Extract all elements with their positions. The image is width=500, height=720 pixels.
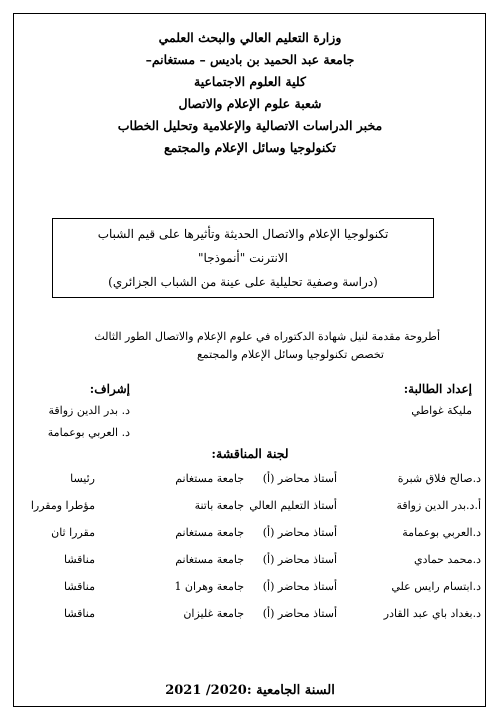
institution-header xyxy=(0,27,500,159)
committee-row xyxy=(0,526,500,554)
member-role: مناقشا xyxy=(64,553,95,566)
laboratory-line: مخبر الدراسات الاتصالية والإعلامية وتحليل الخطاب xyxy=(117,118,383,133)
ministry-line: وزارة التعليم العالي والبحث العلمي xyxy=(158,30,342,45)
submission-statement xyxy=(60,328,440,364)
committee-row xyxy=(0,472,500,500)
member-institution: جامعة مستغانم xyxy=(175,526,244,539)
member-rank: أستاذ التعليم العالي xyxy=(249,499,337,512)
prepared-by-label: إعداد الطالبة: xyxy=(403,382,472,396)
committee-row xyxy=(0,499,500,527)
supervision-label: إشراف: xyxy=(89,382,130,396)
member-institution: جامعة باتنة xyxy=(194,499,244,512)
member-role: مؤطرا ومقررا xyxy=(30,499,95,512)
faculty-line: كلية العلوم الاجتماعية xyxy=(194,74,306,89)
member-institution: جامعة وهران 1 xyxy=(174,580,244,593)
department-line: شعبة علوم الإعلام والاتصال xyxy=(178,96,322,111)
member-name: د.العربي بوعمامة xyxy=(402,526,481,539)
member-name: د.بغداد باي عبد القادر xyxy=(383,607,481,620)
committee-title: لجنة المناقشة: xyxy=(211,446,289,461)
university-line: جامعة عبد الحميد بن باديس – مستغانم– xyxy=(145,52,355,67)
committee-row xyxy=(0,607,500,635)
member-rank: أستاذ محاضر (أ) xyxy=(262,607,337,620)
member-role: مناقشا xyxy=(64,580,95,593)
submission-line-2: تخصص تكنولوجيا وسائل الإعلام والمجتمع xyxy=(196,348,384,361)
supervision-block xyxy=(30,378,130,444)
member-rank: أستاذ محاضر (أ) xyxy=(262,472,337,485)
thesis-title-line-3: (دراسة وصفية تحليلية على عينة من الشباب الجزائري) xyxy=(108,275,378,289)
thesis-title-line-2: الانترنت "أنموذجا" xyxy=(198,251,288,265)
member-role: رئيسا xyxy=(70,472,95,485)
committee-row xyxy=(0,580,500,608)
member-institution: جامعة مستغانم xyxy=(175,553,244,566)
member-role: مناقشا xyxy=(64,607,95,620)
submission-line-1: أطروحة مقدمة لنيل شهادة الدكتوراه في علوم الإعلام والاتصال الطور الثالث xyxy=(94,330,440,343)
member-institution: جامعة غليزان xyxy=(183,607,244,620)
member-name: د.صالح فلاق شبرة xyxy=(397,472,481,485)
member-role: مقررا ثان xyxy=(51,526,95,539)
committee-row xyxy=(0,553,500,581)
prepared-by-block xyxy=(404,378,472,422)
member-rank: أستاذ محاضر (أ) xyxy=(262,526,337,539)
thesis-title-box xyxy=(52,218,434,298)
member-institution: جامعة مستغانم xyxy=(175,472,244,485)
member-rank: أستاذ محاضر (أ) xyxy=(262,553,337,566)
member-name: أ.د.بدر الدين زواقة xyxy=(396,499,481,512)
co-supervisor-name: د. العربي بوعمامة xyxy=(47,426,130,439)
student-name: مليكة غواطي xyxy=(411,404,472,417)
specialty-line: تكنولوجيا وسائل الإعلام والمجتمع xyxy=(163,140,337,155)
academic-year: السنة الجامعية :2020/ 2021 xyxy=(165,683,335,698)
thesis-title-line-1: تكنولوجيا الإعلام والاتصال الحديثة وتأثيرها على قيم الشباب xyxy=(97,227,389,241)
supervisor-name: د. بدر الدين زواقة xyxy=(48,404,130,417)
member-name: د.ابتسام رايس علي xyxy=(391,580,481,593)
member-name: د.محمد حمادي xyxy=(413,553,481,566)
committee-members xyxy=(0,472,500,682)
member-rank: أستاذ محاضر (أ) xyxy=(262,580,337,593)
